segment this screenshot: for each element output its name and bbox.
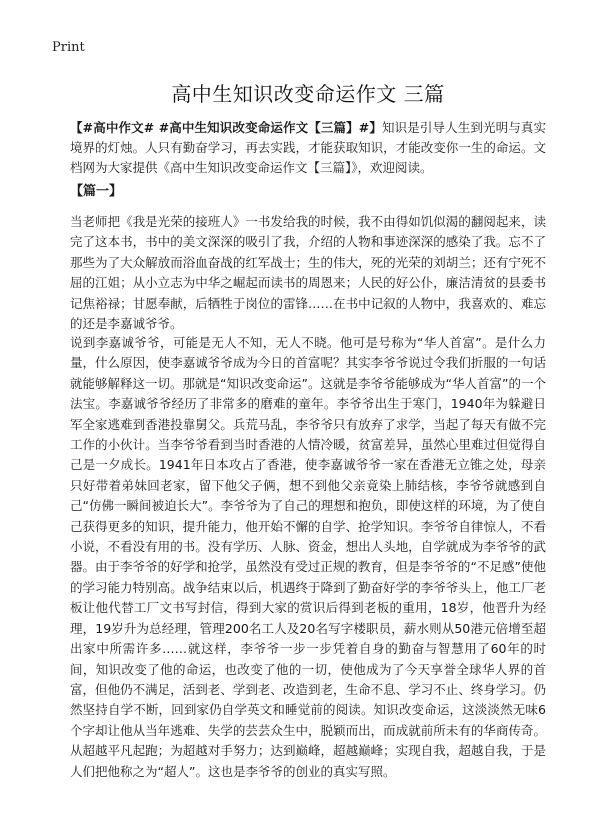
- body-paragraph-1: 当老师把《我是光荣的接班人》一书发给我的时候，我不由得如饥似渴的翻阅起来，读完了这本书，书中的美文深深的吸引了我，介绍的人物和事迹深深的感染了我。忘不了那些为了大众解放而浴血奋战的红军战士；生的伟大，死的光荣的刘胡兰；还有宁死不屈的江姐；从小立志为中华之崛起而读书的周恩来；人民的好公仆，廉洁清贫的县委书记焦裕禄；甘愿奉献，后牺牲于岗位的雷锋……在书中记叙的人物中，我喜欢的、难忘的还是李嘉诚爷爷。: [70, 214, 546, 332]
- section-heading: 【篇一】: [70, 184, 123, 199]
- print-link[interactable]: Print: [52, 40, 85, 55]
- body-paragraph-2: 说到李嘉诚爷爷，可能是无人不知，无人不晓。他可是号称为“华人首富”。是什么力量，什么原因，使李嘉诚爷爷成为今日的首富呢？其实李爷爷说过令我们折服的一句话就能够解释这一切。那就是“知识改变命运”。这就是李爷爷能够成为“华人首富”的一个法宝。李嘉诚爷爷经历了非常多的磨难的童年。李爷爷出生于寒门，1940年为躲避日军全家逃难到香港投靠舅父。兵荒马乱，李爷爷只有放弃了求学，当起了每天有做不完工作的小伙计。当李爷爷看到当时香港的人情冷暖，贫富差异，虽然心里难过但觉得自己是一夕成长。1941年日本攻占了香港，使李嘉诚爷爷一家在香港无立锥之处，母亲只好带着弟妹回老家，留下他父子俩，想不到他父亲竟染上肺结核，李爷爷就感到自己“仿佛一瞬间被迫长大”。李爷爷为了自己的理想和抱负，即使这样的环境，为了使自己获得更多的知识，提升能力，他开始不懈的自学、抢学知识。李爷爷自律惊人，不看小说，不看没有用的书。没有学历、人脉、资金，想出人头地，自学就成为李爷爷的武器。由于李爷爷的好学和抢学，虽然没有受过正规的教育，但是李爷爷的“不足感”使他的学习能力特别高。战争结束以后，机遇终于降到了勤奋好学的李爷爷头上，他工厂老板让他代替工厂文书写封信，得到大家的赏识后得到老板的重用，18岁，他晋升为经理，19岁升为总经理，管理200名工人及20名写字楼职员，薪水则从50港元倍增至超出家中所需许多……就这样，李爷爷一步一步凭着自身的勤奋与智慧用了60年的时间，知识改变了他的命运，也改变了他的一切，使他成为了今天享誉全球华人界的首富，但他仍不满足，活到老、学到老、改造到老，生命不息、学习不止、终身学习。仍然坚持自学不断，回到家仍自学英文和睡觉前的阅读。知识改变命运，这淡淡然无味6个字却让他从当年逃难、失学的芸芸众生中，脱颖而出，而成就前所未有的华商传奇。从超越平凡起跑；为超越对手努力；达到巅峰，超越巅峰；实现自我，超越自我，于是人们把他称之为“超人”。这也是李爷爷的创业的真实写照。: [70, 335, 546, 779]
- intro-tag: 【#高中作文# #高中生知识改变命运作文【三篇】#】: [70, 120, 382, 135]
- page-title: 高中生知识改变命运作文 三篇: [171, 82, 445, 106]
- intro-text: 知识是引导人生到光明与真实境界的灯烛。人只有勤奋学习，再去实践，才能获取知识，才能改变你一生的命运。文档网为大家提供《高中生知识改变命运作文【三篇】》，欢迎阅读。: [70, 120, 546, 175]
- intro-paragraph: [70, 118, 546, 178]
